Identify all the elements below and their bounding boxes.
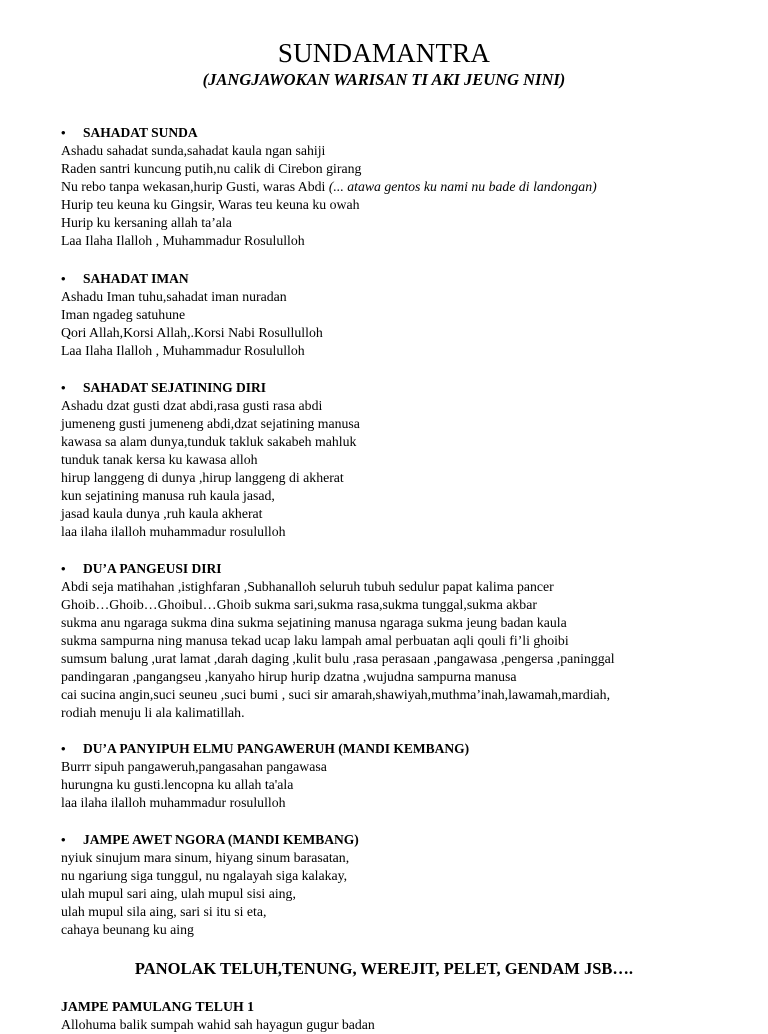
text-line: sukma anu ngaraga sukma dina sukma sejatining manusa ngaraga sukma jeung badan kaula	[61, 615, 567, 630]
text-line: Laa Ilaha Ilalloh , Muhammadur Rosululloh	[61, 343, 305, 358]
text-line-cut-off: Allohuma balik sumpah wahid sah hayagun gugur badan	[61, 1017, 375, 1032]
bullet-icon: •	[61, 380, 66, 395]
text-line: hirup langgeng di dunya ,hirup langgeng di akherat	[61, 470, 344, 485]
text-line: Ashadu sahadat sunda,sahadat kaula ngan sahiji	[61, 143, 326, 158]
text-line: Ashadu dzat gusti dzat abdi,rasa gusti rasa abdi	[61, 398, 323, 413]
section-heading-text: DU’A PANGEUSI DIRI	[83, 561, 222, 576]
bullet-icon: •	[61, 271, 66, 286]
text-line: cahaya beunang ku aing	[61, 922, 194, 937]
text-line-main: Nu rebo tanpa wekasan,hurip Gusti, waras Abdi	[61, 179, 329, 194]
text-line: nu ngariung siga tunggul, nu ngalayah siga kalakay,	[61, 868, 348, 883]
bullet-icon: •	[61, 741, 66, 756]
section-dua-panyipuh-elmu	[61, 740, 751, 812]
text-line: Hurip ku kersaning allah ta’ala	[61, 215, 232, 230]
section-sahadat-sejatining-diri	[61, 379, 751, 541]
section-heading-text: SAHADAT SUNDA	[83, 125, 198, 140]
text-line: kun sejatining manusa ruh kaula jasad,	[61, 488, 275, 503]
text-line: laa ilaha ilalloh muhammadur rosululloh	[61, 524, 286, 539]
text-line: laa ilaha ilalloh muhammadur rosululloh	[61, 795, 286, 810]
text-line: Burrr sipuh pangaweruh,pangasahan pangawasa	[61, 759, 327, 774]
text-line: jumeneng gusti jumeneng abdi,dzat sejatining manusa	[61, 416, 360, 431]
text-line: pandingaran ,pangangseu ,kanyaho hirup hurip dzatna ,wujudna sampurna manusa	[61, 669, 517, 684]
section-heading	[61, 124, 751, 142]
text-line: rodiah menuju li ala kalimatillah.	[61, 705, 245, 720]
text-line: tunduk tanak kersa ku kawasa alloh	[61, 452, 258, 467]
section-heading-text: SAHADAT SEJATINING DIRI	[83, 380, 267, 395]
bullet-icon: •	[61, 125, 66, 140]
section-heading-text: DU’A PANYIPUH ELMU PANGAWERUH (MANDI KEMBANG)	[83, 741, 470, 756]
section-heading-text: SAHADAT IMAN	[83, 271, 189, 286]
bullet-icon: •	[61, 561, 66, 576]
section-heading	[61, 560, 751, 578]
text-line: cai sucina angin,suci seuneu ,suci bumi , suci sir amarah,shawiyah,muthma’inah,lawamah,mardiah,	[61, 687, 611, 702]
section-jampe-awet-ngora	[61, 831, 751, 939]
text-line: Ashadu Iman tuhu,sahadat iman nuradan	[61, 289, 287, 304]
text-line: Laa Ilaha Ilalloh , Muhammadur Rosululloh	[61, 233, 305, 248]
section-heading	[61, 270, 751, 288]
text-line-with-note	[61, 178, 751, 196]
section-sahadat-iman	[61, 270, 751, 360]
section-heading	[61, 379, 751, 397]
major-heading: PANOLAK TELUH,TENUNG, WEREJIT, PELET, GENDAM JSB….	[134, 959, 634, 978]
bullet-icon: •	[61, 832, 66, 847]
section-heading	[61, 831, 751, 849]
text-line: kawasa sa alam dunya,tunduk takluk sakabeh mahluk	[61, 434, 357, 449]
section-heading	[61, 740, 751, 758]
document-title: SUNDAMANTRA	[277, 38, 491, 68]
text-line: Iman ngadeg satuhune	[61, 307, 186, 322]
section-sahadat-sunda	[61, 124, 751, 250]
section-heading-text: JAMPE AWET NGORA (MANDI KEMBANG)	[83, 832, 359, 847]
text-line: nyiuk sinujum mara sinum, hiyang sinum barasatan,	[61, 850, 350, 865]
text-line: sumsum balung ,urat lamat ,darah daging ,kulit bulu ,rasa perasaan ,pangawasa ,pengersa ,paninggal	[61, 651, 615, 666]
italic-note: (... atawa gentos ku nami nu bade di landongan)	[328, 179, 597, 194]
text-line: Qori Allah,Korsi Allah,.Korsi Nabi Rosullulloh	[61, 325, 323, 340]
sub-heading: JAMPE PAMULANG TELUH 1	[61, 999, 255, 1014]
text-line: Raden santri kuncung putih,nu calik di Cirebon girang	[61, 161, 362, 176]
text-line: Ghoib…Ghoib…Ghoibul…Ghoib sukma sari,sukma rasa,sukma tunggal,sukma akbar	[61, 597, 537, 612]
text-line: sukma sampurna ning manusa tekad ucap laku lampah amal perbuatan aqli qouli fi’li ghoibi	[61, 633, 569, 648]
text-line: hurungna ku gusti.lencopna ku allah ta'ala	[61, 777, 294, 792]
section-dua-pangeusi-diri	[61, 560, 751, 722]
text-line: Abdi seja matihahan ,istighfaran ,Subhanalloh seluruh tubuh sedulur papat kalima pancer	[61, 579, 554, 594]
text-line: jasad kaula dunya ,ruh kaula akherat	[61, 506, 263, 521]
text-line: ulah mupul sari aing, ulah mupul sisi aing,	[61, 886, 296, 901]
text-line: ulah mupul sila aing, sari si itu si eta,	[61, 904, 267, 919]
text-line: Hurip teu keuna ku Gingsir, Waras teu keuna ku owah	[61, 197, 360, 212]
document-subtitle: (JANGJAWOKAN WARISAN TI AKI JEUNG NINI)	[202, 70, 566, 89]
